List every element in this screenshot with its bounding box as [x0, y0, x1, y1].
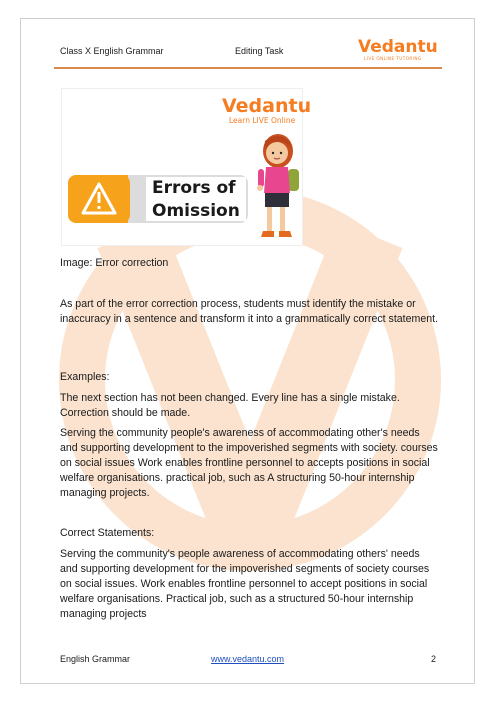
incorrect-passage: Serving the community people's awareness of accommodating other's needs and supporting development to the impoverished segments with society. courses on social issues Work enables frontline personnel to accepts positions in social welfare organisations. practical job, such as A structuring 50-hour internship managing projects. — [60, 427, 438, 499]
header-subject: Class X English Grammar — [60, 46, 164, 56]
banner-line-1: Errors of — [152, 178, 236, 198]
vedantu-image-logo — [218, 92, 312, 126]
image-caption: Image: Error correction — [60, 257, 169, 269]
header-topic: Editing Task — [235, 46, 284, 56]
error-correction-image — [61, 88, 312, 246]
banner-line-2: Omission — [152, 201, 240, 221]
image-logo-name: Vedantu — [222, 95, 312, 117]
image-logo-tagline: Learn LIVE Online — [229, 116, 296, 125]
brand-name: Vedantu — [358, 37, 438, 57]
examples-instruction: The next section has not been changed. Every line has a single mistake. Correction should be made. — [60, 392, 400, 419]
vedantu-header-logo — [356, 35, 440, 63]
banner-title — [152, 177, 240, 223]
footer-website-link[interactable]: www.vedantu.com — [211, 654, 285, 664]
footer-subject: English Grammar — [60, 654, 131, 664]
brand-tagline: LIVE ONLINE TUTORING — [364, 56, 422, 61]
correct-passage: Serving the community's people awareness of accommodating others' needs and supporting development for the impoverished segments of society courses on social issues. Work enables frontline personnel to accept positions in social welfare organisations. Practical job, such as a structured 50-hour internship managing projects — [60, 548, 430, 620]
page-header — [60, 37, 440, 64]
page-number: 2 — [431, 654, 437, 664]
intro-paragraph: As part of the error correction process, students must identify the mistake or inaccuracy in a sentence and transform it into a grammatically correct statement. — [60, 298, 439, 325]
girl-illustration — [248, 129, 304, 247]
correct-heading: Correct Statements: — [60, 527, 155, 539]
header-rule — [54, 67, 442, 69]
examples-heading: Examples: — [60, 371, 110, 383]
